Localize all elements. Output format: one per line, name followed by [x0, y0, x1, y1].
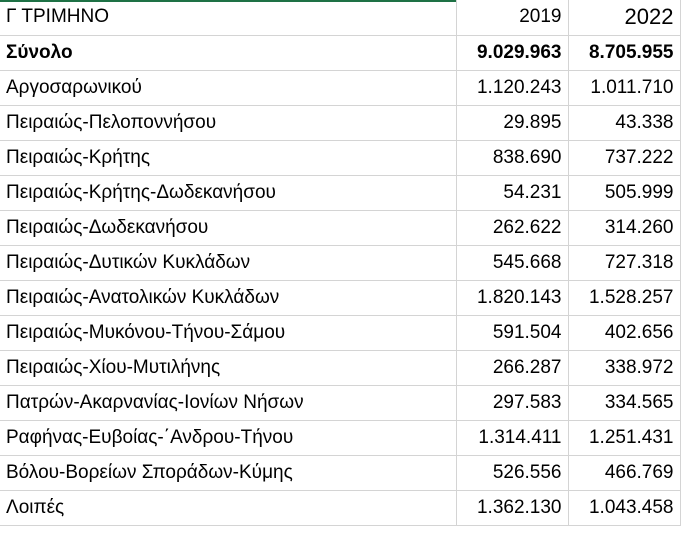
total-row — [0, 35, 680, 70]
value-2022-cell[interactable]: 505.999 — [568, 175, 680, 210]
route-label-cell[interactable]: Ραφήνας-Ευβοίας-΄Ανδρου-Τήνου — [0, 420, 456, 455]
value-2022-cell[interactable]: 466.769 — [568, 455, 680, 490]
value-2022-cell[interactable]: 1.011.710 — [568, 70, 680, 105]
value-2022-cell[interactable]: 727.318 — [568, 245, 680, 280]
table-row — [0, 455, 680, 490]
table-row — [0, 70, 680, 105]
route-label-cell[interactable]: Πειραιώς-Δυτικών Κυκλάδων — [0, 245, 456, 280]
table-row — [0, 210, 680, 245]
route-label-cell[interactable]: Πειραιώς-Χίου-Μυτιλήνης — [0, 350, 456, 385]
total-label-cell[interactable]: Σύνολο — [0, 35, 456, 70]
table-row — [0, 315, 680, 350]
route-label-cell[interactable]: Βόλου-Βορείων Σποράδων-Κύμης — [0, 455, 456, 490]
table-row — [0, 105, 680, 140]
value-2019-cell[interactable]: 54.231 — [456, 175, 568, 210]
value-2019-cell[interactable]: 1.362.130 — [456, 490, 568, 525]
route-label-cell[interactable]: Πειραιώς-Κρήτης-Δωδεκανήσου — [0, 175, 456, 210]
value-2019-cell[interactable]: 1.120.243 — [456, 70, 568, 105]
value-2022-cell[interactable]: 334.565 — [568, 385, 680, 420]
value-2019-cell[interactable]: 29.895 — [456, 105, 568, 140]
table-row — [0, 385, 680, 420]
route-label-cell[interactable]: Πειραιώς-Κρήτης — [0, 140, 456, 175]
table-row — [0, 490, 680, 525]
value-2019-cell[interactable]: 526.556 — [456, 455, 568, 490]
route-label-cell[interactable]: Πειραιώς-Μυκόνου-Τήνου-Σάμου — [0, 315, 456, 350]
route-label-cell[interactable]: Λοιπές — [0, 490, 456, 525]
value-2019-cell[interactable]: 297.583 — [456, 385, 568, 420]
value-2022-cell[interactable]: 43.338 — [568, 105, 680, 140]
route-label-cell[interactable]: Πειραιώς-Δωδεκανήσου — [0, 210, 456, 245]
table-row — [0, 350, 680, 385]
value-2022-cell[interactable]: 402.656 — [568, 315, 680, 350]
value-2019-cell[interactable]: 591.504 — [456, 315, 568, 350]
table-row — [0, 420, 680, 455]
header-year-2022-cell[interactable]: 2022 — [568, 0, 680, 35]
value-2019-cell[interactable]: 1.820.143 — [456, 280, 568, 315]
header-label-cell[interactable]: Γ ΤΡΙΜΗΝΟ — [0, 0, 456, 35]
route-label-cell[interactable]: Αργοσαρωνικού — [0, 70, 456, 105]
value-2022-cell[interactable]: 737.222 — [568, 140, 680, 175]
value-2019-cell[interactable]: 266.287 — [456, 350, 568, 385]
total-2022-cell[interactable]: 8.705.955 — [568, 35, 680, 70]
total-2019-cell[interactable]: 9.029.963 — [456, 35, 568, 70]
value-2022-cell[interactable]: 338.972 — [568, 350, 680, 385]
value-2022-cell[interactable]: 1.043.458 — [568, 490, 680, 525]
table-row — [0, 175, 680, 210]
table-row — [0, 245, 680, 280]
route-label-cell[interactable]: Πειραιώς-Ανατολικών Κυκλάδων — [0, 280, 456, 315]
value-2019-cell[interactable]: 262.622 — [456, 210, 568, 245]
value-2019-cell[interactable]: 1.314.411 — [456, 420, 568, 455]
table-row — [0, 140, 680, 175]
value-2022-cell[interactable]: 1.528.257 — [568, 280, 680, 315]
value-2019-cell[interactable]: 838.690 — [456, 140, 568, 175]
value-2022-cell[interactable]: 1.251.431 — [568, 420, 680, 455]
header-year-2019-cell[interactable]: 2019 — [456, 0, 568, 35]
value-2019-cell[interactable]: 545.668 — [456, 245, 568, 280]
table-row — [0, 280, 680, 315]
value-2022-cell[interactable]: 314.260 — [568, 210, 680, 245]
route-label-cell[interactable]: Πατρών-Ακαρνανίας-Ιονίων Νήσων — [0, 385, 456, 420]
header-row — [0, 0, 680, 35]
active-cell-indicator — [0, 0, 456, 2]
route-label-cell[interactable]: Πειραιώς-Πελοποννήσου — [0, 105, 456, 140]
